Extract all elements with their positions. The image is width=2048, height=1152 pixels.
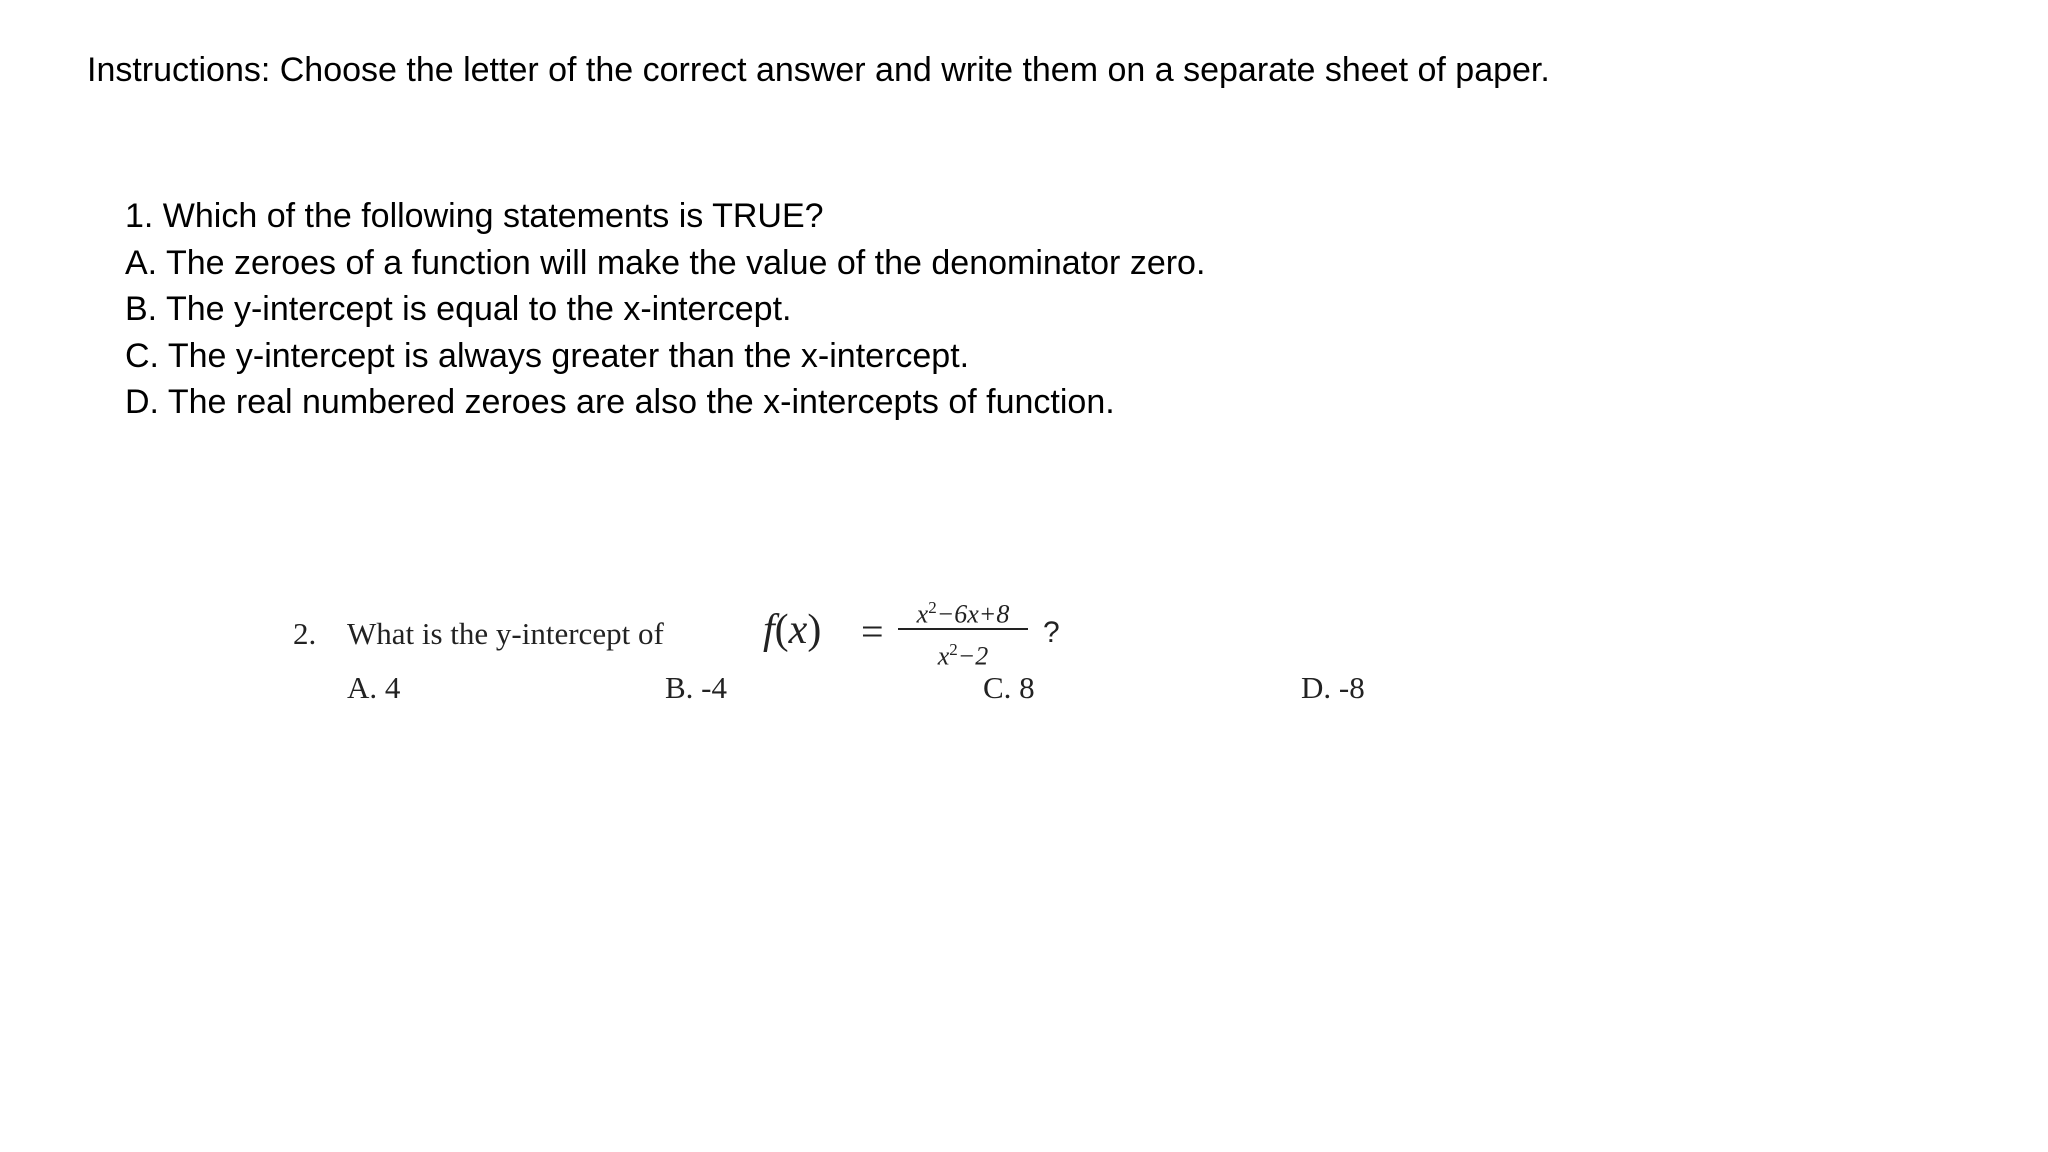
function-notation: f(x) [763, 607, 822, 653]
question-2-option-b: B. -4 [665, 670, 727, 705]
equals-sign: = [861, 609, 884, 654]
question-2-option-c: C. 8 [983, 670, 1035, 705]
rational-expression [898, 590, 1028, 671]
question-1-stem: 1. Which of the following statements is TRUE? [125, 197, 824, 235]
fraction-denominator: $x^2-2$ [937, 640, 989, 671]
fraction-numerator: $x^2-6x+8$ [916, 598, 1010, 629]
question-2-number: 2. [293, 616, 317, 651]
question-1-option-c: C. The y-intercept is always greater than the x-intercept. [125, 336, 970, 375]
question-2-option-d: D. -8 [1301, 670, 1365, 705]
question-1-option-d: D. The real numbered zeroes are also the x-intercepts of function. [125, 383, 1115, 421]
function-variable: x [788, 607, 808, 653]
question-1-option-a: A. The zeroes of a function will make the value of the denominator zero. [125, 243, 1206, 282]
question-1 [125, 193, 1205, 426]
function-name: f [763, 607, 775, 653]
question-mark: ? [1043, 616, 1060, 649]
question-2-text: What is the y-intercept of [347, 616, 664, 651]
instructions-text: Instructions: Choose the letter of the correct answer and write them on a separate sheet of paper. [87, 51, 1550, 89]
question-1-option-b: B. The y-intercept is equal to the x-intercept. [125, 290, 792, 328]
question-2-option-a: A. 4 [347, 670, 401, 705]
